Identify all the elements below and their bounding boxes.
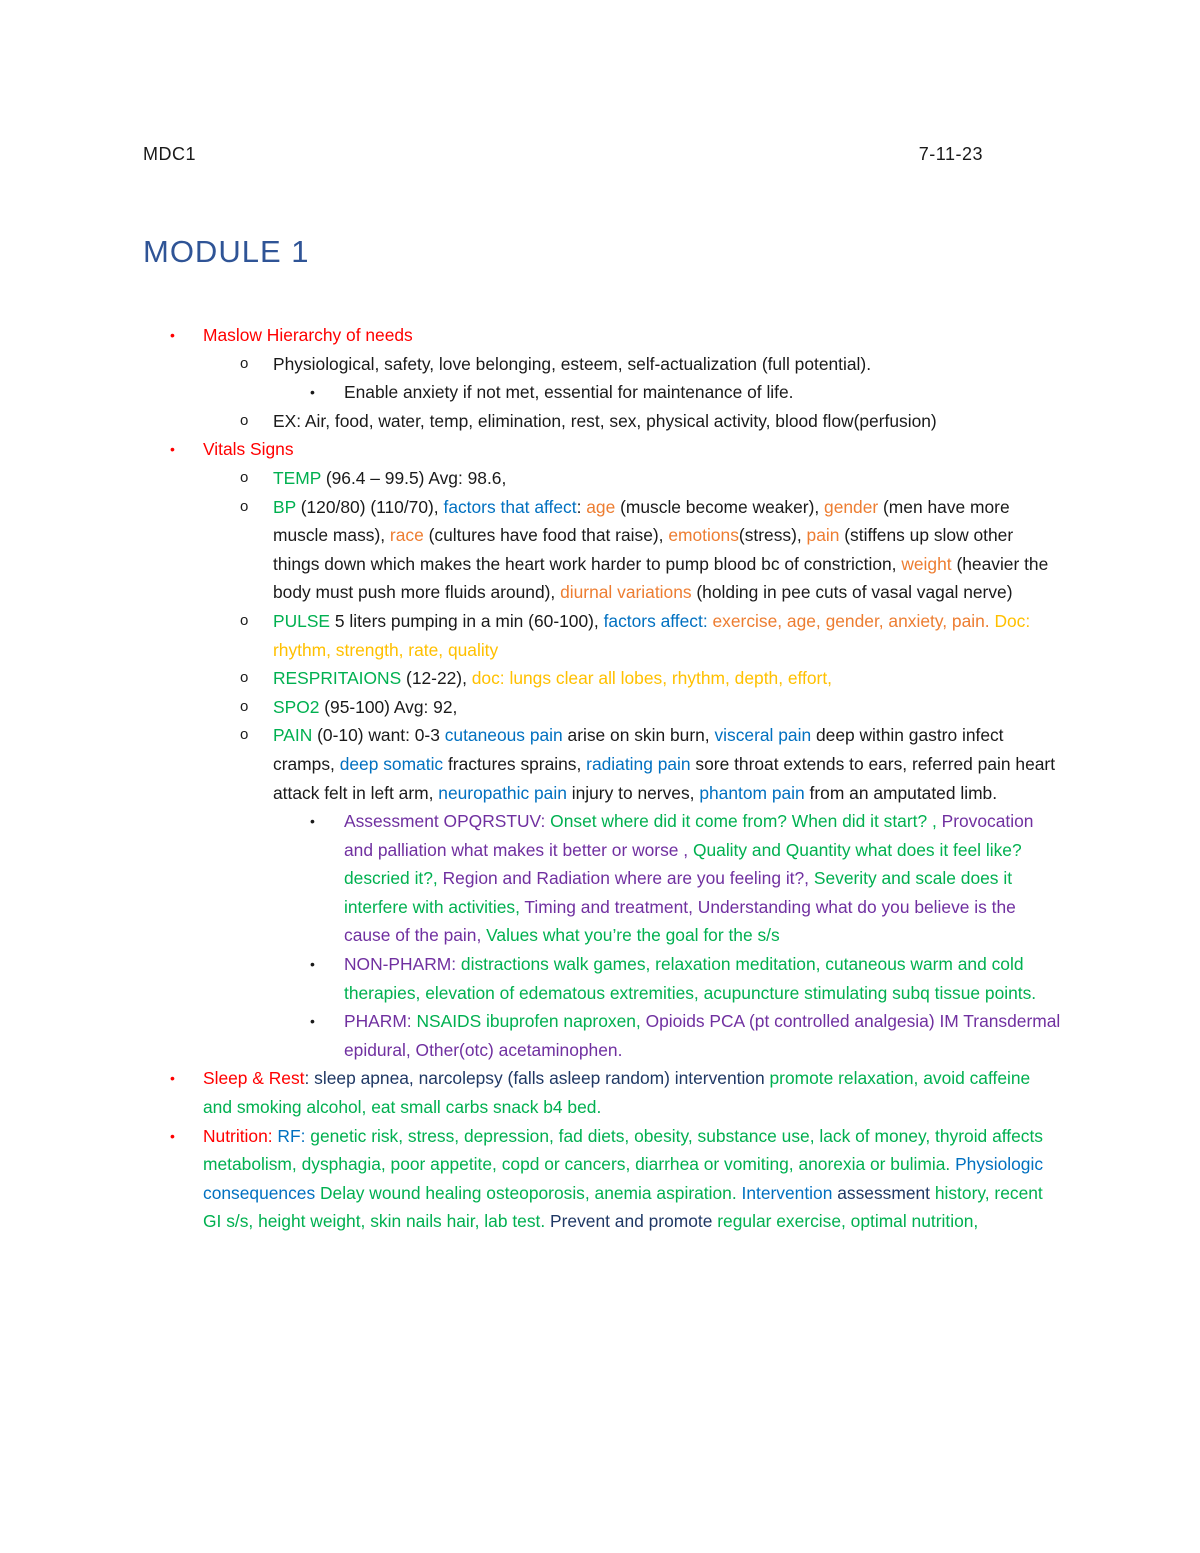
list-item-spo2 <box>0 693 1061 722</box>
assessment-onset: Onset where did it come from? When did it start? , <box>550 811 942 832</box>
pharm-label: PHARM: <box>344 1011 417 1032</box>
bullet-marker: o <box>240 669 249 687</box>
bp-race-note: (cultures have food that raise), <box>423 525 669 546</box>
pulse-text: 5 liters pumping in a min (60-100), <box>330 610 604 631</box>
bp-emotions: emotions <box>668 525 739 546</box>
bullet-marker: o <box>240 468 249 486</box>
pulse-label: PULSE <box>273 610 331 631</box>
bp-weight: weight <box>901 553 952 574</box>
nutrition-rf-label: RF: <box>277 1125 311 1146</box>
nutrition-heading: Nutrition: <box>203 1125 278 1146</box>
list-item-assessment <box>0 807 1061 950</box>
maslow-example-text: EX: Air, food, water, temp, elimination, rest, sex, physical activity, blood flow(perfusion) <box>273 410 937 431</box>
bullet-marker: • <box>170 1127 175 1144</box>
nonpharm-label: NON-PHARM: <box>344 954 461 975</box>
spo2-text: (95-100) Avg: 92, <box>319 696 458 717</box>
list-item-nutrition <box>0 1122 1061 1236</box>
list-item-temp <box>0 464 1061 493</box>
page-title: MODULE 1 <box>143 234 310 269</box>
nutrition-assessment: assessment <box>832 1182 930 1203</box>
assessment-severity: Severity and scale does it interfere with activities, <box>344 868 1013 917</box>
bullet-marker: • <box>310 813 315 830</box>
assessment-timing: Timing and treatment, <box>524 896 698 917</box>
bullet-marker: o <box>240 697 249 715</box>
pulse-doc: Doc: rhythm, strength, rate, quality <box>273 610 1031 660</box>
list-item-sleep <box>0 1064 1061 1121</box>
bp-factors: factors that affect <box>443 496 577 517</box>
bp-diurnal: diurnal variations <box>560 582 692 603</box>
notes-list <box>0 321 1200 1236</box>
pain-deep-note: fractures sprains, <box>443 753 587 774</box>
temp-label: TEMP <box>273 467 321 488</box>
bullet-marker: • <box>170 441 175 458</box>
sleep-colon: : <box>304 1068 315 1089</box>
resp-text: (12-22), <box>401 668 472 689</box>
bullet-marker: • <box>170 1070 175 1087</box>
pain-radiating-note: sore throat extends to ears, referred pain heart attack felt in left arm, <box>273 753 1056 803</box>
bp-emotions-note: (stress), <box>738 525 807 546</box>
pain-cutaneous-note: arise on skin burn, <box>562 725 715 746</box>
list-item-pulse <box>0 607 1061 664</box>
bp-diurnal-note: (holding in pee cuts of vasal vagal nerve) <box>691 582 1013 603</box>
assessment-label: Assessment OPQRSTUV: <box>344 811 551 832</box>
bullet-marker: • <box>310 956 315 973</box>
bullet-marker: o <box>240 497 249 515</box>
assessment-region: Region and Radiation where are you feeling it?, <box>442 868 814 889</box>
list-item-maslow-example <box>0 407 1061 436</box>
pain-cutaneous: cutaneous pain <box>444 725 563 746</box>
list-item-nonpharm <box>0 950 1061 1007</box>
bp-pain: pain <box>806 525 840 546</box>
bp-weight-note: (heavier the body must push more fluids around), <box>273 553 1049 603</box>
nutrition-prevent-text: regular exercise, optimal nutrition, <box>712 1211 979 1232</box>
bp-pain-note: (stiffens up slow other things down which makes the heart work harder to pump blood bc of constriction, <box>273 525 1014 574</box>
pain-visceral: visceral pain <box>714 725 812 746</box>
notes-body <box>0 321 1200 1236</box>
pharm-nsaids: NSAIDS ibuprofen naproxen, <box>416 1011 646 1032</box>
assessment-provocation: Provocation and palliation what makes it better or worse , <box>344 811 1034 860</box>
nutrition-prevent: Prevent and promote <box>550 1211 713 1232</box>
bp-colon: : <box>576 496 587 517</box>
bullet-marker: o <box>240 411 249 429</box>
pain-neuropathic: neuropathic pain <box>438 782 567 803</box>
pain-deep-somatic: deep somatic <box>339 753 444 774</box>
pulse-factor-list: exercise, age, gender, anxiety, pain. <box>712 610 990 631</box>
bp-age-note: (muscle become weaker), <box>615 496 825 517</box>
nutrition-intervention: Intervention <box>741 1182 833 1203</box>
bp-race: race <box>389 525 424 546</box>
bullet-marker: • <box>310 1013 315 1030</box>
bullet-marker: o <box>240 354 249 372</box>
maslow-anxiety-text: Enable anxiety if not met, essential for maintenance of life. <box>344 382 794 403</box>
pain-label: PAIN <box>273 725 313 746</box>
pain-text: (0-10) want: 0-3 <box>312 725 445 746</box>
list-item-maslow <box>0 321 1061 350</box>
temp-text: (96.4 – 99.5) Avg: 98.6, <box>321 467 507 488</box>
bp-range: (120/80) (110/70), <box>295 496 444 517</box>
pharm-opioids: Opioids PCA (pt controlled analgesia) IM Transdermal epidural, <box>344 1011 1061 1060</box>
assessment-quality: Quality and Quantity what does it feel like? descried it?, <box>344 839 1022 889</box>
sleep-conditions: sleep apnea, narcolepsy (falls asleep random) intervention <box>314 1068 770 1089</box>
nutrition-physiologic-text: Delay wound healing osteoporosis, anemia aspiration. <box>315 1182 742 1203</box>
resp-label: RESPRITAIONS <box>273 668 402 689</box>
bp-gender-note: (men have more muscle mass), <box>273 496 1010 546</box>
pain-phantom-note: from an amputated limb. <box>804 782 998 803</box>
bullet-marker: o <box>240 611 249 629</box>
document-date: 7-11-23 <box>918 144 983 164</box>
sleep-intervention: promote relaxation, avoid caffeine and smoking alcohol, eat small carbs snack b4 bed. <box>203 1068 1031 1118</box>
assessment-values: Values what you’re the goal for the s/s <box>486 925 780 946</box>
pharm-other: Other(otc) acetaminophen. <box>415 1039 623 1060</box>
list-item-maslow-levels <box>0 350 1061 379</box>
list-item-pain <box>0 721 1061 807</box>
document-header <box>143 144 983 172</box>
nutrition-physiologic: Physiologic consequences <box>203 1154 1044 1203</box>
list-item-maslow-anxiety <box>0 378 1061 407</box>
course-code: MDC1 <box>143 144 197 164</box>
pain-phantom: phantom pain <box>699 782 805 803</box>
list-item-vitals <box>0 435 1061 464</box>
pain-neuro-note: injury to nerves, <box>566 782 700 803</box>
list-item-pharm <box>0 1007 1061 1064</box>
sleep-heading: Sleep & Rest <box>203 1068 305 1089</box>
pain-visceral-note: deep within gastro infect cramps, <box>273 725 1004 774</box>
maslow-levels-text: Physiological, safety, love belonging, esteem, self-actualization (full potential). <box>273 353 872 374</box>
vitals-heading: Vitals Signs <box>203 439 294 460</box>
spo2-label: SPO2 <box>273 696 320 717</box>
pulse-factors: factors affect: <box>603 610 713 631</box>
nutrition-rf-text: genetic risk, stress, depression, fad diets, obesity, substance use, lack of money, thyroid affects metabolism, dysphagia, poor appetite, copd or cancers, diarrhea or vomiting, anorexia or bulimia. <box>203 1125 1043 1175</box>
bullet-marker: • <box>170 327 175 343</box>
pain-radiating: radiating pain <box>586 753 691 774</box>
bullet-marker: • <box>310 384 315 401</box>
bp-age: age <box>586 496 616 517</box>
assessment-understanding: Understanding what do you believe is the cause of the pain, <box>344 896 1016 946</box>
nonpharm-text: distractions walk games, relaxation meditation, cutaneous warm and cold therapies, elevation of edematous extremities, acupuncture stimulating subq tissue points. <box>344 954 1037 1003</box>
maslow-heading: Maslow Hierarchy of needs <box>203 325 413 345</box>
resp-doc: doc: lungs clear all lobes, rhythm, depth, effort, <box>471 668 833 689</box>
bp-gender: gender <box>824 496 879 517</box>
list-item-bp <box>0 493 1061 607</box>
nutrition-assessment-text: history, recent GI s/s, height weight, skin nails hair, lab test. <box>203 1182 1043 1232</box>
list-item-respirations <box>0 664 1061 693</box>
bullet-marker: o <box>240 726 249 744</box>
bp-label: BP <box>273 496 296 517</box>
